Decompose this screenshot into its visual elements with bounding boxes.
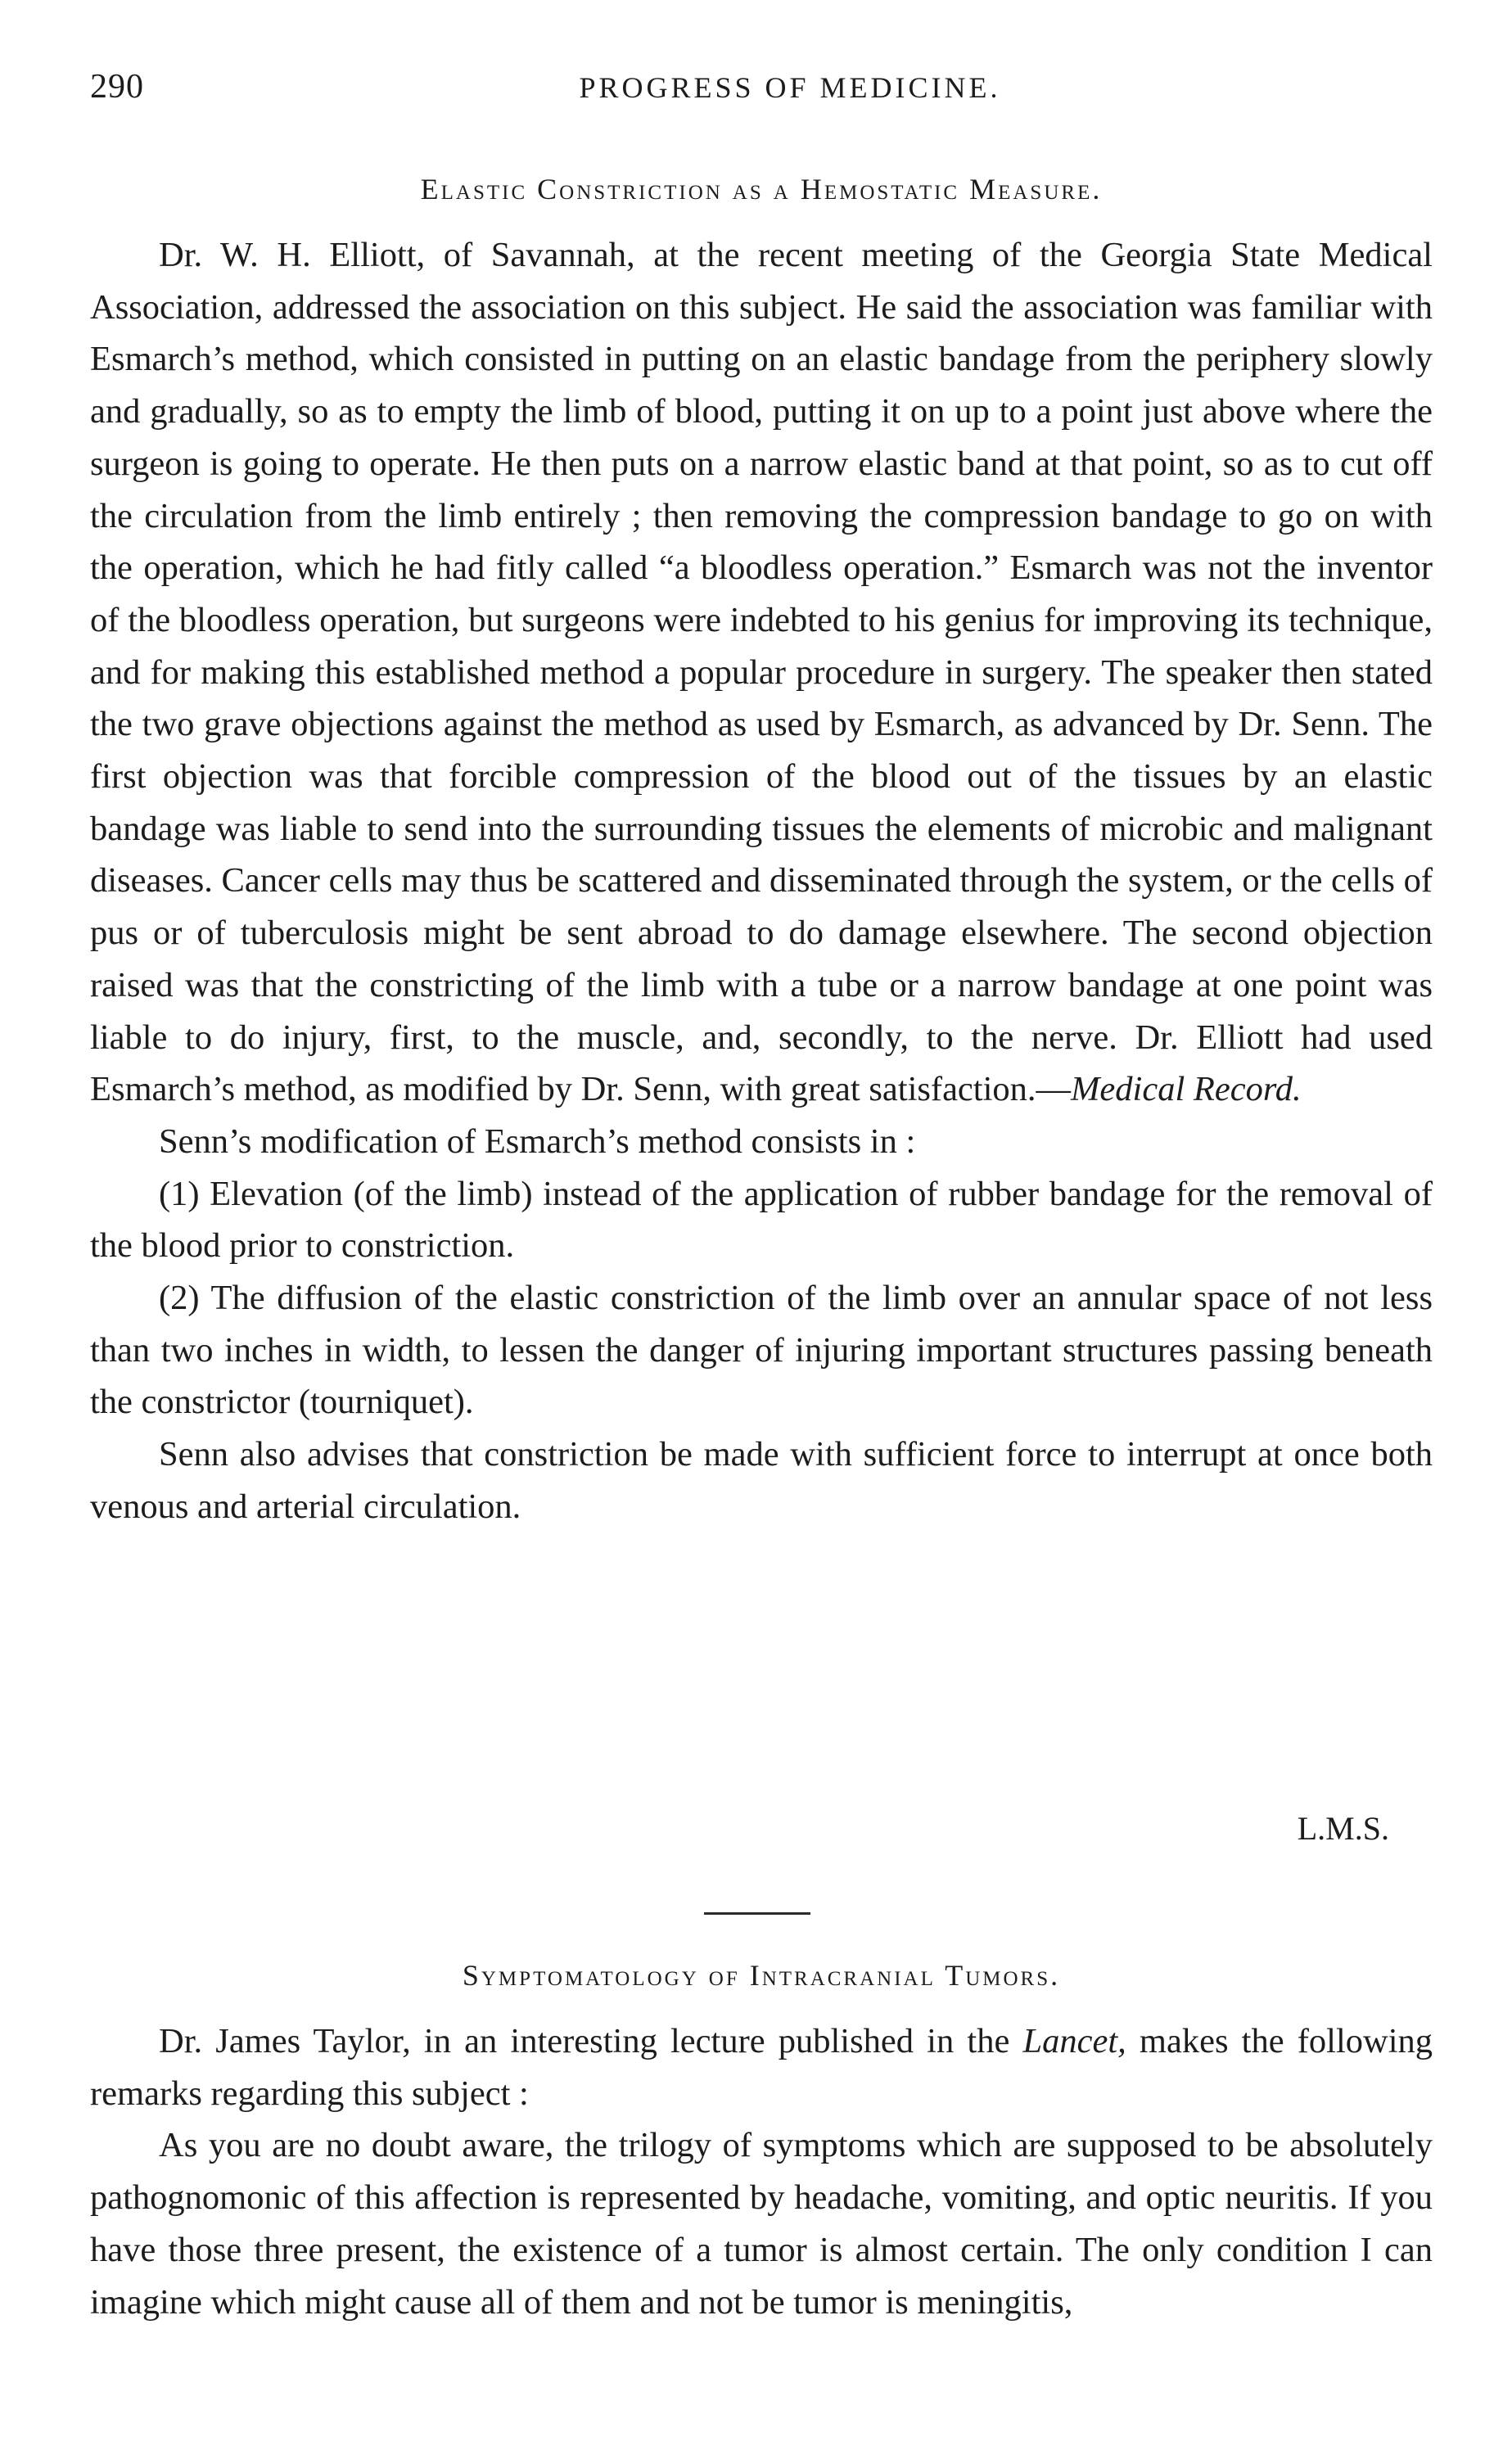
body-paragraph: Senn’s modification of Esmarch’s method consists in :	[159, 1121, 916, 1161]
page-header	[90, 67, 1433, 116]
section-divider	[704, 1912, 810, 1915]
source-citation: Lancet,	[1022, 2022, 1126, 2060]
author-initials: L.M.S.	[1297, 1810, 1389, 1847]
article-title-intracranial-tumors: Symptomatology of Intracranial Tumors.	[462, 1959, 1061, 1992]
source-citation: Medical Record.	[1071, 1070, 1302, 1109]
page-number: 290	[90, 68, 144, 106]
running-head: PROGRESS OF MEDICINE.	[579, 71, 1001, 104]
body-paragraph: As you are no doubt aware, the trilogy of symptoms which are supposed to be absolutely pathognomonic of this affection is represented by headache, vomiting, and optic neuritis. If you have those three present, the existence of a tumor is almost certain. The only condition I can imagine which might cause all of them and not be tumor is meningitis,	[90, 2126, 1433, 2322]
article-body-elastic-constriction	[90, 229, 1433, 1533]
body-paragraph: (1) Elevation (of the limb) instead of the application of rubber bandage for the removal of the blood prior to constriction.	[90, 1174, 1433, 1266]
body-paragraph	[90, 2015, 1433, 2119]
article-title-elastic-constriction: Elastic Constriction as a Hemostatic Measure.	[420, 173, 1103, 205]
paragraph-text: Dr. James Taylor, in an interesting lecture published in the	[159, 2022, 1023, 2060]
body-paragraph: Senn also advises that constriction be made with sufficient force to interrupt at once both venous and arterial circulation.	[90, 1435, 1433, 1526]
body-paragraph: (2) The diffusion of the elastic constriction of the limb over an annular space of not less than two inches in width, to lessen the danger of injuring important structures passing beneath the constrictor (tourniquet).	[90, 1279, 1433, 1422]
paragraph-text: makes the following remarks regarding this subject :	[90, 2022, 1433, 2113]
article-body-intracranial-tumors	[90, 2015, 1433, 2328]
paragraph-text: Dr. W. H. Elliott, of Savannah, at the recent meeting of the Georgia State Medical Association, addressed the association on this subject. He said the association was familiar with Esmarch’s method, which consisted in putting on an elastic bandage from the periphery slowly and gradually, so as to empty the limb of blood, putting it on up to a point just above where the surgeon is going to operate. He then puts on a narrow elastic band at that point, so as to cut off the circulation from the limb entirely ; then removing the compression bandage to go on with the operation, which he had fitly called “a bloodless operation.” Esmarch was not the inventor of the bloodless operation, but surgeons were indebted to his genius for improving its technique, and for making this established method a popular procedure in surgery. The speaker then stated the two grave objections against the method as used by Esmarch, as advanced by Dr. Senn. The first objection was that forcible compression of the blood out of the tissues by an elastic bandage was liable to send into the surrounding tissues the elements of microbic and malignant diseases. Cancer cells may thus be scattered and disseminated through the system, or the cells of pus or of tuberculosis might be sent abroad to do damage elsewhere. The second objection raised was that the constricting of the limb with a tube or a narrow bandage at one point was liable to do injury, first, to the muscle, and, secondly, to the nerve. Dr. Elliott had used Esmarch’s method, as modified by Dr. Senn, with great satisfaction.—	[90, 236, 1433, 1109]
body-paragraph	[90, 229, 1433, 1116]
